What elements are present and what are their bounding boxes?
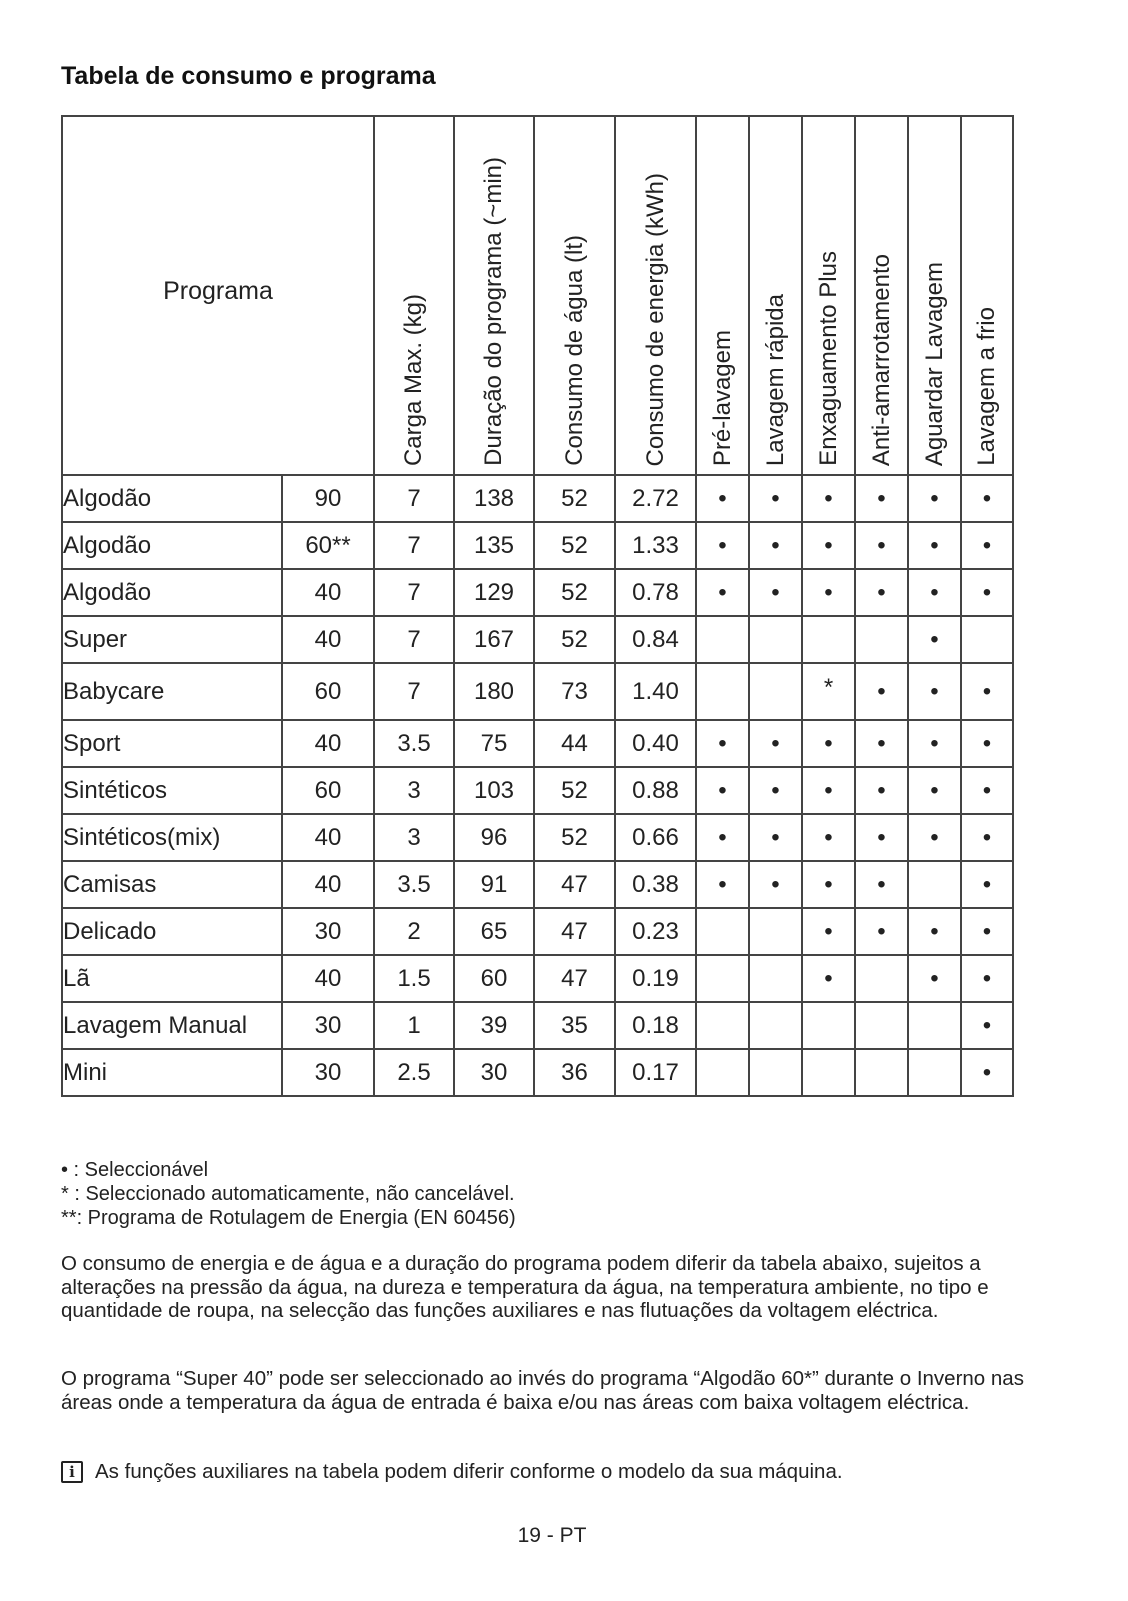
function-cell xyxy=(696,1002,749,1049)
value-cell: 52 xyxy=(534,475,615,522)
function-cell: • xyxy=(961,814,1013,861)
function-cell: • xyxy=(855,720,908,767)
value-cell: 180 xyxy=(454,663,534,720)
function-cell: • xyxy=(855,814,908,861)
function-cell: • xyxy=(749,522,802,569)
value-cell: 3.5 xyxy=(374,720,454,767)
value-cell: 1 xyxy=(374,1002,454,1049)
table-row xyxy=(62,908,1013,955)
header-carga-max: Carga Max. (kg) xyxy=(374,116,454,475)
function-cell xyxy=(908,861,961,908)
header-duracao: Duração do programa (~min) xyxy=(454,116,534,475)
header-aguardar-lavagem: Aguardar Lavagem xyxy=(908,116,961,475)
value-cell: 52 xyxy=(534,616,615,663)
value-cell: 60 xyxy=(454,955,534,1002)
value-cell: 138 xyxy=(454,475,534,522)
function-cell: • xyxy=(961,908,1013,955)
function-cell: • xyxy=(961,1049,1013,1096)
function-cell: • xyxy=(749,720,802,767)
function-cell: • xyxy=(696,475,749,522)
table-row xyxy=(62,475,1013,522)
function-cell: • xyxy=(961,1002,1013,1049)
function-cell: • xyxy=(696,569,749,616)
function-cell: • xyxy=(855,767,908,814)
value-cell: 7 xyxy=(374,616,454,663)
program-temp-cell: 90 xyxy=(282,475,374,522)
function-cell: • xyxy=(696,522,749,569)
program-temp-cell: 30 xyxy=(282,1002,374,1049)
function-cell xyxy=(855,1002,908,1049)
function-cell xyxy=(696,955,749,1002)
function-cell: • xyxy=(961,861,1013,908)
value-cell: 2.72 xyxy=(615,475,696,522)
function-cell: • xyxy=(855,861,908,908)
program-name-cell: Babycare xyxy=(62,663,282,720)
legend xyxy=(61,1158,516,1230)
value-cell: 91 xyxy=(454,861,534,908)
function-cell: • xyxy=(802,522,855,569)
value-cell: 0.88 xyxy=(615,767,696,814)
program-temp-cell: 60 xyxy=(282,663,374,720)
value-cell: 47 xyxy=(534,955,615,1002)
value-cell: 65 xyxy=(454,908,534,955)
page-title: Tabela de consumo e programa xyxy=(61,62,436,90)
value-cell: 167 xyxy=(454,616,534,663)
value-cell: 3.5 xyxy=(374,861,454,908)
value-cell: 52 xyxy=(534,814,615,861)
program-name-cell: Lã xyxy=(62,955,282,1002)
value-cell: 47 xyxy=(534,861,615,908)
function-cell: • xyxy=(802,955,855,1002)
program-name-cell: Delicado xyxy=(62,908,282,955)
value-cell: 1.33 xyxy=(615,522,696,569)
header-consumo-energia: Consumo de energia (kWh) xyxy=(615,116,696,475)
function-cell: • xyxy=(855,663,908,720)
function-cell: • xyxy=(802,908,855,955)
program-name-cell: Sport xyxy=(62,720,282,767)
function-cell xyxy=(802,1049,855,1096)
program-name-cell: Sintéticos xyxy=(62,767,282,814)
table-row xyxy=(62,616,1013,663)
function-cell: • xyxy=(749,475,802,522)
program-name-cell: Algodão xyxy=(62,569,282,616)
super40-note-paragraph: O programa “Super 40” pode ser seleccionado ao invés do programa “Algodão 60*” durante o Inverno nas áreas onde a temperatura da água de entrada é baixa e/ou nas áreas com baixa voltagem eléctrica. xyxy=(61,1367,1024,1414)
value-cell: 2 xyxy=(374,908,454,955)
program-name-cell: Lavagem Manual xyxy=(62,1002,282,1049)
value-cell: 7 xyxy=(374,522,454,569)
table-row xyxy=(62,861,1013,908)
value-cell: 7 xyxy=(374,663,454,720)
function-cell xyxy=(696,908,749,955)
function-cell xyxy=(696,1049,749,1096)
value-cell: 0.19 xyxy=(615,955,696,1002)
program-temp-cell: 40 xyxy=(282,569,374,616)
table-row xyxy=(62,663,1013,720)
value-cell: 3 xyxy=(374,814,454,861)
page-number: 19 - PT xyxy=(517,1524,587,1547)
program-name-cell: Mini xyxy=(62,1049,282,1096)
function-cell: • xyxy=(908,767,961,814)
program-name-cell: Algodão xyxy=(62,475,282,522)
table-header-row xyxy=(62,116,1013,475)
header-consumo-agua: Consumo de água (lt) xyxy=(534,116,615,475)
table-row xyxy=(62,955,1013,1002)
program-temp-cell: 30 xyxy=(282,1049,374,1096)
function-cell xyxy=(855,1049,908,1096)
function-cell: • xyxy=(696,767,749,814)
info-note xyxy=(61,1460,843,1484)
function-cell: * xyxy=(802,663,855,720)
function-cell: • xyxy=(908,720,961,767)
table-row xyxy=(62,1049,1013,1096)
function-cell: • xyxy=(749,861,802,908)
value-cell: 52 xyxy=(534,569,615,616)
function-cell: • xyxy=(802,767,855,814)
table-row xyxy=(62,814,1013,861)
consumption-program-table xyxy=(61,115,1014,1097)
function-cell: • xyxy=(908,663,961,720)
function-cell: • xyxy=(908,475,961,522)
value-cell: 39 xyxy=(454,1002,534,1049)
legend-selectable: • : Seleccionável xyxy=(61,1159,209,1181)
value-cell: 0.18 xyxy=(615,1002,696,1049)
value-cell: 7 xyxy=(374,475,454,522)
program-temp-cell: 60** xyxy=(282,522,374,569)
program-temp-cell: 40 xyxy=(282,955,374,1002)
function-cell xyxy=(696,616,749,663)
function-cell: • xyxy=(961,663,1013,720)
program-temp-cell: 40 xyxy=(282,616,374,663)
program-name-cell: Sintéticos(mix) xyxy=(62,814,282,861)
function-cell: • xyxy=(961,569,1013,616)
table-row xyxy=(62,569,1013,616)
consumption-note-paragraph: O consumo de energia e de água e a duração do programa podem diferir da tabela abaixo, sujeitos a alterações na pressão da água, na dureza e temperatura da água, na temperatura ambiente, no tipo e quantidade de roupa, na selecção das funções auxiliares e nas flutuações da voltagem eléctrica. xyxy=(61,1252,989,1322)
value-cell: 1.5 xyxy=(374,955,454,1002)
header-lavagem-rapida: Lavagem rápida xyxy=(749,116,802,475)
function-cell: • xyxy=(855,475,908,522)
value-cell: 0.38 xyxy=(615,861,696,908)
value-cell: 52 xyxy=(534,522,615,569)
value-cell: 36 xyxy=(534,1049,615,1096)
function-cell xyxy=(749,908,802,955)
legend-auto-selected: * : Seleccionado automaticamente, não cancelável. xyxy=(61,1183,515,1205)
function-cell: • xyxy=(855,569,908,616)
header-anti-amarrotamento: Anti-amarrotamento xyxy=(855,116,908,475)
program-name-cell: Camisas xyxy=(62,861,282,908)
function-cell xyxy=(802,1002,855,1049)
function-cell: • xyxy=(749,569,802,616)
header-programa: Programa xyxy=(62,116,374,475)
function-cell: • xyxy=(749,767,802,814)
table-row xyxy=(62,767,1013,814)
function-cell: • xyxy=(855,522,908,569)
value-cell: 96 xyxy=(454,814,534,861)
function-cell xyxy=(749,663,802,720)
program-temp-cell: 30 xyxy=(282,908,374,955)
value-cell: 75 xyxy=(454,720,534,767)
table-body xyxy=(62,475,1013,1096)
function-cell xyxy=(855,955,908,1002)
value-cell: 135 xyxy=(454,522,534,569)
value-cell: 0.40 xyxy=(615,720,696,767)
header-enxaguamento-plus: Enxaguamento Plus xyxy=(802,116,855,475)
program-name-cell: Super xyxy=(62,616,282,663)
value-cell: 35 xyxy=(534,1002,615,1049)
function-cell: • xyxy=(961,767,1013,814)
value-cell: 44 xyxy=(534,720,615,767)
function-cell: • xyxy=(802,861,855,908)
function-cell: • xyxy=(908,616,961,663)
function-cell xyxy=(908,1002,961,1049)
value-cell: 47 xyxy=(534,908,615,955)
function-cell: • xyxy=(802,569,855,616)
function-cell: • xyxy=(961,955,1013,1002)
header-lavagem-a-frio: Lavagem a frio xyxy=(961,116,1013,475)
function-cell: • xyxy=(908,908,961,955)
value-cell: 52 xyxy=(534,767,615,814)
program-temp-cell: 40 xyxy=(282,861,374,908)
value-cell: 0.78 xyxy=(615,569,696,616)
table-row xyxy=(62,720,1013,767)
function-cell: • xyxy=(802,720,855,767)
function-cell xyxy=(961,616,1013,663)
program-temp-cell: 60 xyxy=(282,767,374,814)
function-cell xyxy=(749,1002,802,1049)
function-cell: • xyxy=(696,720,749,767)
function-cell: • xyxy=(802,475,855,522)
function-cell: • xyxy=(908,522,961,569)
function-cell xyxy=(908,1049,961,1096)
value-cell: 1.40 xyxy=(615,663,696,720)
function-cell: • xyxy=(802,814,855,861)
program-name-cell: Algodão xyxy=(62,522,282,569)
function-cell: • xyxy=(908,814,961,861)
value-cell: 0.23 xyxy=(615,908,696,955)
function-cell xyxy=(749,616,802,663)
value-cell: 73 xyxy=(534,663,615,720)
function-cell: • xyxy=(908,955,961,1002)
function-cell: • xyxy=(696,861,749,908)
value-cell: 0.17 xyxy=(615,1049,696,1096)
value-cell: 30 xyxy=(454,1049,534,1096)
value-cell: 7 xyxy=(374,569,454,616)
table-row xyxy=(62,522,1013,569)
value-cell: 0.66 xyxy=(615,814,696,861)
legend-energy-label: **: Programa de Rotulagem de Energia (EN 60456) xyxy=(61,1207,516,1229)
function-cell: • xyxy=(908,569,961,616)
function-cell: • xyxy=(749,814,802,861)
value-cell: 129 xyxy=(454,569,534,616)
function-cell: • xyxy=(961,475,1013,522)
program-temp-cell: 40 xyxy=(282,814,374,861)
function-cell: • xyxy=(855,908,908,955)
program-temp-cell: 40 xyxy=(282,720,374,767)
function-cell xyxy=(749,1049,802,1096)
function-cell xyxy=(802,616,855,663)
info-note-text: As funções auxiliares na tabela podem diferir conforme o modelo da sua máquina. xyxy=(95,1460,843,1483)
value-cell: 0.84 xyxy=(615,616,696,663)
function-cell xyxy=(696,663,749,720)
value-cell: 2.5 xyxy=(374,1049,454,1096)
value-cell: 3 xyxy=(374,767,454,814)
function-cell: • xyxy=(961,720,1013,767)
function-cell xyxy=(855,616,908,663)
function-cell: • xyxy=(961,522,1013,569)
header-pre-lavagem: Pré-lavagem xyxy=(696,116,749,475)
function-cell: • xyxy=(696,814,749,861)
info-icon: i xyxy=(61,1461,83,1483)
table-row xyxy=(62,1002,1013,1049)
value-cell: 103 xyxy=(454,767,534,814)
function-cell xyxy=(749,955,802,1002)
